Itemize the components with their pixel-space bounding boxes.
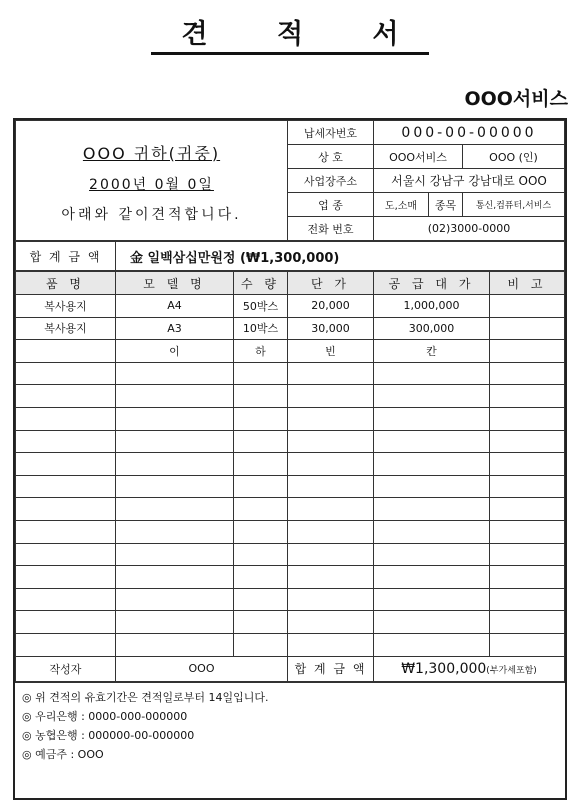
table-cell [288,520,374,543]
table-cell [116,566,234,589]
table-cell [116,385,234,408]
column-header: 공 급 대 가 [374,272,490,295]
table-cell [374,543,490,566]
writer-label: 작성자 [16,656,116,681]
table-cell [116,430,234,453]
table-cell [116,633,234,656]
table-cell [288,453,374,476]
table-row [16,498,565,521]
table-cell [374,588,490,611]
column-header: 비 고 [490,272,565,295]
table-cell [116,543,234,566]
table-cell [234,430,288,453]
table-cell [16,362,116,385]
table-cell [490,611,565,634]
address-label: 사업장주소 [288,169,374,193]
table-cell [490,520,565,543]
table-cell [16,385,116,408]
table-cell [116,362,234,385]
table-cell [490,475,565,498]
reg-number-value: 000-00-00000 [374,121,565,145]
table-cell [16,340,116,363]
table-row [16,295,565,318]
table-cell [16,520,116,543]
business-type-value: 도,소매 [374,193,429,217]
table-cell [490,295,565,318]
table-cell [16,566,116,589]
recipient-name: OOO 귀하(귀중) [82,143,221,163]
table-cell [374,520,490,543]
table-cell [374,611,490,634]
table-row [16,407,565,430]
table-cell [288,543,374,566]
table-row [16,430,565,453]
business-type-label: 업 종 [288,193,374,217]
table-cell [490,543,565,566]
table-cell: 300,000 [374,317,490,340]
table-cell [16,430,116,453]
company-value: OOO서비스 [374,145,463,169]
table-cell: 빈 [288,340,374,363]
table-row [16,588,565,611]
summary-total-value: ₩1,300,000 [401,660,487,677]
table-cell [116,611,234,634]
table-cell [490,453,565,476]
table-cell [16,453,116,476]
table-cell [490,430,565,453]
table-cell: 20,000 [288,295,374,318]
table-cell [116,475,234,498]
table-cell [234,566,288,589]
table-row [16,385,565,408]
company-name: OOO서비스 [464,88,568,110]
table-cell: A3 [116,317,234,340]
table-cell [490,385,565,408]
table-cell [490,407,565,430]
table-cell [288,611,374,634]
table-cell [374,385,490,408]
table-cell [16,498,116,521]
table-cell [234,362,288,385]
table-row [16,566,565,589]
table-cell [490,498,565,521]
recipient-message: 아래와 같이견적합니다. [61,206,242,223]
table-cell [16,633,116,656]
table-cell [16,611,116,634]
estimate-form [13,118,567,800]
table-cell [116,588,234,611]
table-cell [234,611,288,634]
summary-row [16,656,565,681]
table-cell [288,498,374,521]
table-cell [234,407,288,430]
estimate-date: 2000년 0월 0일 [89,176,214,193]
table-cell [374,566,490,589]
table-cell [234,453,288,476]
document-title: 견 적 서 [0,12,580,51]
table-cell: 1,000,000 [374,295,490,318]
total-label: 합 계 금 액 [16,242,116,271]
table-cell [116,520,234,543]
table-cell [374,633,490,656]
phone-value: (02)3000-0000 [374,217,565,241]
table-row [16,362,565,385]
notes-block [15,682,565,764]
business-item-value: 통신,컴퓨터,서비스 [463,193,565,217]
table-cell [234,543,288,566]
table-cell [288,588,374,611]
table-cell: A4 [116,295,234,318]
table-row [16,543,565,566]
table-cell [374,430,490,453]
table-row [16,611,565,634]
table-cell [116,453,234,476]
table-cell [16,407,116,430]
note-line: ◎ 농협은행 : 000000-00-000000 [22,728,195,742]
table-cell [490,362,565,385]
summary-total [374,656,565,681]
table-cell [490,566,565,589]
table-cell [490,633,565,656]
table-cell [16,588,116,611]
table-cell [234,385,288,408]
header-table [15,120,565,241]
table-cell: 칸 [374,340,490,363]
note-line: ◎ 우리은행 : 0000-000-000000 [22,709,188,723]
table-cell [288,362,374,385]
table-cell [374,475,490,498]
vat-note: (부가세포함) [486,665,537,676]
table-cell [374,453,490,476]
phone-label: 전화 번호 [288,217,374,241]
business-item-label: 종목 [429,193,463,217]
address-value: 서울시 강남구 강남대로 OOO [374,169,565,193]
table-cell [374,407,490,430]
items-table [15,271,565,682]
total-amount: 金 일백삼십만원정 (₩1,300,000) [116,242,565,271]
table-row [16,340,565,363]
table-cell [288,430,374,453]
table-cell: 하 [234,340,288,363]
table-cell [234,475,288,498]
table-cell [288,475,374,498]
table-cell: 복사용지 [16,317,116,340]
table-row [16,317,565,340]
column-header: 단 가 [288,272,374,295]
table-row [16,633,565,656]
table-cell [16,543,116,566]
table-cell [234,520,288,543]
table-cell: 30,000 [288,317,374,340]
company-label: 상 호 [288,145,374,169]
column-header: 품 명 [16,272,116,295]
table-cell [116,407,234,430]
table-cell [288,407,374,430]
table-cell: 50박스 [234,295,288,318]
reg-number-label: 납세자번호 [288,121,374,145]
total-table [15,241,565,271]
column-header: 모 델 명 [116,272,234,295]
table-cell: 10박스 [234,317,288,340]
table-cell [288,633,374,656]
table-cell: 복사용지 [16,295,116,318]
table-cell [288,566,374,589]
summary-total-label: 합 계 금 액 [288,656,374,681]
items-header-row [16,272,565,295]
note-line: ◎ 위 견적의 유효기간은 견적일로부터 14일입니다. [22,690,269,704]
note-line: ◎ 예금주 : OOO [22,747,104,761]
table-cell [16,475,116,498]
table-cell [234,633,288,656]
table-cell [490,317,565,340]
table-cell [374,362,490,385]
table-cell [490,588,565,611]
recipient-block [16,121,288,241]
writer-value: OOO [116,656,288,681]
representative-value: OOO (인) [463,145,565,169]
table-cell: 이 [116,340,234,363]
table-cell [234,588,288,611]
table-cell [374,498,490,521]
column-header: 수 량 [234,272,288,295]
table-row [16,520,565,543]
table-row [16,475,565,498]
table-row [16,453,565,476]
table-cell [116,498,234,521]
table-cell [288,385,374,408]
table-cell [234,498,288,521]
table-cell [490,340,565,363]
